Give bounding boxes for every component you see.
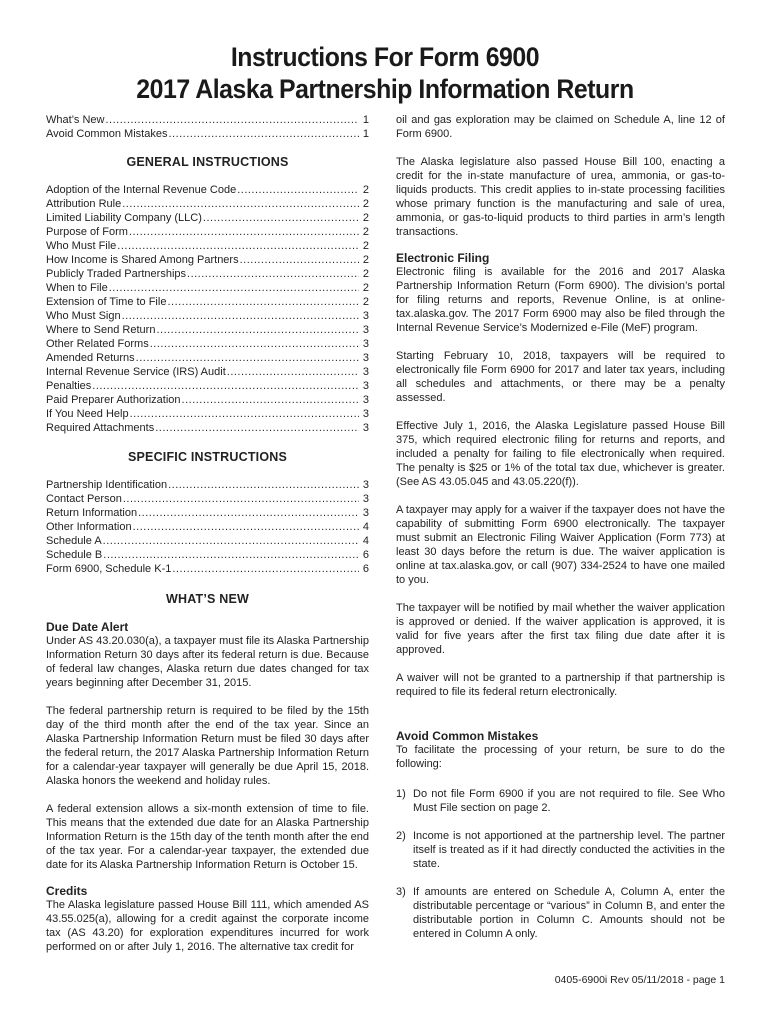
- toc-intro: [46, 113, 369, 141]
- toc-general: [46, 183, 369, 435]
- toc-entry[interactable]: [46, 534, 369, 548]
- toc-entry-page: 3: [362, 366, 369, 378]
- toc-entry-label: Required Attachments: [46, 422, 155, 434]
- toc-entry-label: Paid Preparer Authorization: [46, 394, 181, 406]
- toc-entry-page: 2: [362, 254, 369, 266]
- toc-entry[interactable]: [46, 506, 369, 520]
- toc-entry[interactable]: [46, 351, 369, 365]
- toc-entry-label: Form 6900, Schedule K-1: [46, 563, 172, 575]
- electronic-filing-paragraph-5: The taxpayer will be notified by mail whether the waiver application is approved or denied. If the waiver application is approved, it is valid for five years after the first tax filing due date after it is approved.: [396, 602, 725, 656]
- toc-dot-leader: [155, 421, 359, 435]
- toc-entry-page: 1: [362, 114, 369, 126]
- due-date-alert-paragraph-3: A federal extension allows a six-month extension of time to file. This means that the extended due date for an Alaska Partnership Information Return is the 15th day of the tenth month after the end of the tax year. For a calendar-year taxpayer, the extended due date for its Alaska Partnership Information Return is October 15.: [46, 803, 369, 871]
- toc-dot-leader: [182, 393, 359, 407]
- toc-entry-label: Penalties: [46, 380, 92, 392]
- toc-dot-leader: [168, 127, 358, 141]
- toc-entry-page: 3: [362, 380, 369, 392]
- toc-entry-label: Contact Person: [46, 493, 122, 505]
- toc-entry-page: 6: [362, 563, 369, 575]
- toc-dot-leader: [123, 492, 359, 506]
- toc-entry[interactable]: [46, 197, 369, 211]
- toc-dot-leader: [103, 534, 359, 548]
- electronic-filing-paragraph-4: A taxpayer may apply for a waiver if the taxpayer does not have the capability of submitting Form 6900 electronically. The taxpayer must submit an Electronic Filing Waiver Application (Form 773) at least 30 days before the return is due. The waiver application is online at tax.alaska.gov, or call (907) 334-2524 to have one mailed to you.: [396, 504, 725, 586]
- toc-dot-leader: [129, 225, 359, 239]
- due-date-alert-heading: Due Date Alert: [46, 620, 129, 634]
- right-column: [396, 113, 725, 941]
- toc-dot-leader: [203, 211, 359, 225]
- toc-entry-label: When to File: [46, 282, 108, 294]
- toc-entry-label: If You Need Help: [46, 408, 129, 420]
- due-date-alert-paragraph-2: The federal partnership return is required to be filed by the 15th day of the third month after the end of the tax year. Since an Alaska Partnership Information Return must be filed 30 days after the federal return, the 2017 Alaska Partnership Information Return for a calendar-year taxpayer will generally be due April 15, 2018. Alaska honors the weekend and holiday rules.: [46, 705, 369, 787]
- toc-dot-leader: [237, 183, 359, 197]
- list-item: [396, 885, 725, 941]
- toc-entry-label: Who Must Sign: [46, 310, 121, 322]
- toc-dot-leader: [167, 295, 358, 309]
- toc-entry[interactable]: [46, 520, 369, 534]
- toc-entry[interactable]: [46, 239, 369, 253]
- toc-dot-leader: [156, 323, 358, 337]
- toc-entry-label: Return Information: [46, 507, 138, 519]
- toc-entry-label: What’s New: [46, 114, 105, 126]
- toc-entry[interactable]: [46, 365, 369, 379]
- avoid-common-mistakes-intro: To facilitate the processing of your return, be sure to do the following:: [396, 744, 725, 770]
- toc-entry-label: Partnership Identification: [46, 479, 168, 491]
- toc-entry-page: 1: [362, 128, 369, 140]
- list-item: [396, 829, 725, 871]
- credits-paragraph-1: The Alaska legislature passed House Bill 111, which amended AS 43.55.025(a), allowing for a credit against the corporate income tax (AS 43.20) for exploration expenditures incurred for work performed on or after July 1, 2016. The alternative tax credit for: [46, 899, 369, 953]
- list-item-text: Do not file Form 6900 if you are not required to file. See Who Must File section on page 2.: [413, 788, 725, 814]
- electronic-filing-paragraph-6: A waiver will not be granted to a partnership if that partnership is required to file its federal return electronically.: [396, 672, 725, 698]
- toc-entry[interactable]: [46, 211, 369, 225]
- toc-entry-page: 2: [362, 198, 369, 210]
- toc-entry-label: Attribution Rule: [46, 198, 122, 210]
- toc-entry-page: 6: [362, 549, 369, 561]
- toc-entry[interactable]: [46, 113, 369, 127]
- toc-entry-label: Schedule A: [46, 535, 102, 547]
- electronic-filing-paragraph-2: Starting February 10, 2018, taxpayers will be required to electronically file Form 6900 for 2017 and later tax years, including all schedules and attachments, or there may be a penalty assessed.: [396, 350, 725, 404]
- toc-entry[interactable]: [46, 562, 369, 576]
- toc-entry[interactable]: [46, 393, 369, 407]
- toc-dot-leader: [136, 351, 359, 365]
- toc-entry[interactable]: [46, 281, 369, 295]
- toc-entry-label: Internal Revenue Service (IRS) Audit: [46, 366, 226, 378]
- toc-entry-page: 3: [362, 493, 369, 505]
- toc-entry-page: 4: [362, 521, 369, 533]
- toc-entry-page: 3: [362, 352, 369, 364]
- page-footer: 0405-6900i Rev 05/11/2018 - page 1: [554, 974, 725, 986]
- toc-entry-label: Schedule B: [46, 549, 103, 561]
- toc-entry[interactable]: [46, 407, 369, 421]
- toc-entry[interactable]: [46, 309, 369, 323]
- toc-entry[interactable]: [46, 379, 369, 393]
- toc-specific: [46, 478, 369, 576]
- toc-entry[interactable]: [46, 183, 369, 197]
- general-instructions-heading: GENERAL INSTRUCTIONS: [126, 155, 289, 169]
- toc-entry-page: 2: [362, 282, 369, 294]
- electronic-filing-paragraph-3: Effective July 1, 2016, the Alaska Legislature passed House Bill 375, which required electronic filing for returns and reports, and included a penalty for failing to file electronically when required. The penalty is $25 or 1% of the total tax due, whichever is greater. (See AS 43.05.045 and 43.05.220(f)).: [396, 420, 725, 488]
- toc-entry-page: 2: [362, 268, 369, 280]
- toc-dot-leader: [227, 365, 359, 379]
- toc-dot-leader: [117, 239, 359, 253]
- avoid-common-mistakes-heading: Avoid Common Mistakes: [396, 729, 539, 743]
- avoid-common-mistakes-list: [396, 787, 725, 941]
- toc-entry[interactable]: [46, 127, 369, 141]
- list-item-number: 3): [396, 886, 406, 898]
- list-item-text: If amounts are entered on Schedule A, Column A, enter the distributable percentage or “various” in Column B, and enter the distributable portion in Column C. Amounts should not be entered in Column A only.: [413, 886, 725, 940]
- toc-entry-label: Amended Returns: [46, 352, 135, 364]
- toc-entry-label: Who Must File: [46, 240, 117, 252]
- toc-entry-page: 2: [362, 184, 369, 196]
- toc-entry[interactable]: [46, 492, 369, 506]
- toc-entry-label: Publicly Traded Partnerships: [46, 268, 187, 280]
- toc-entry-page: 3: [362, 507, 369, 519]
- toc-entry-page: 2: [362, 296, 369, 308]
- toc-entry-page: 3: [362, 422, 369, 434]
- toc-entry-page: 2: [362, 240, 369, 252]
- toc-entry[interactable]: [46, 267, 369, 281]
- house-bill-100-paragraph: The Alaska legislature also passed House Bill 100, enacting a credit for the in-state manufacture of urea, ammonia, or gas-to-liquids products. This credit applies to in-state processing facilities whose primary function is the manufacturing and sale of urea, ammonia, or gas-to-liquid products to third parties in arm’s length transactions.: [396, 156, 725, 238]
- toc-dot-leader: [150, 337, 359, 351]
- toc-entry[interactable]: [46, 478, 369, 492]
- electronic-filing-heading: Electronic Filing: [396, 251, 490, 265]
- toc-entry-page: 2: [362, 212, 369, 224]
- due-date-alert-paragraph-1: Under AS 43.20.030(a), a taxpayer must file its Alaska Partnership Information Return 30 days after its federal return is due. Because of federal law changes, Alaska return due dates changed for tax years beginning after December 31, 2015.: [46, 635, 369, 689]
- toc-entry-label: Other Related Forms: [46, 338, 149, 350]
- toc-entry-page: 4: [362, 535, 369, 547]
- list-item-number: 2): [396, 830, 406, 842]
- toc-entry-page: 3: [362, 408, 369, 420]
- toc-dot-leader: [109, 281, 359, 295]
- toc-dot-leader: [103, 548, 359, 562]
- toc-entry-label: Limited Liability Company (LLC): [46, 212, 202, 224]
- left-column: [46, 113, 369, 954]
- toc-entry[interactable]: [46, 253, 369, 267]
- toc-entry-label: Where to Send Return: [46, 324, 156, 336]
- toc-entry[interactable]: [46, 225, 369, 239]
- specific-instructions-heading: SPECIFIC INSTRUCTIONS: [127, 450, 288, 464]
- toc-entry-label: How Income is Shared Among Partners: [46, 254, 239, 266]
- list-item: [396, 787, 725, 815]
- toc-entry-page: 3: [362, 394, 369, 406]
- toc-entry-page: 3: [362, 479, 369, 491]
- toc-dot-leader: [130, 407, 359, 421]
- toc-entry[interactable]: [46, 323, 369, 337]
- toc-entry-page: 3: [362, 310, 369, 322]
- toc-entry[interactable]: [46, 295, 369, 309]
- toc-dot-leader: [105, 113, 358, 127]
- toc-dot-leader: [240, 253, 359, 267]
- toc-entry-label: Adoption of the Internal Revenue Code: [46, 184, 237, 196]
- page-title-line1: Instructions For Form 6900: [230, 42, 540, 72]
- toc-dot-leader: [122, 309, 359, 323]
- toc-entry-label: Purpose of Form: [46, 226, 128, 238]
- toc-entry-label: Other Information: [46, 521, 132, 533]
- toc-entry-label: Avoid Common Mistakes: [46, 128, 168, 140]
- toc-entry-page: 3: [362, 324, 369, 336]
- toc-dot-leader: [168, 478, 359, 492]
- toc-entry[interactable]: [46, 548, 369, 562]
- toc-dot-leader: [138, 506, 359, 520]
- electronic-filing-paragraph-1: Electronic filing is available for the 2016 and 2017 Alaska Partnership Information Return (Form 6900). The division’s portal for filing returns and reports, Revenue Online, is at online-tax.alaska.gov. The 2017 Form 6900 may also be filed through the Internal Revenue Service’s Modernized e-File (MeF) program.: [396, 266, 725, 334]
- credits-continued: oil and gas exploration may be claimed on Schedule A, line 12 of Form 6900.: [396, 114, 725, 140]
- toc-entry[interactable]: [46, 421, 369, 435]
- toc-dot-leader: [172, 562, 359, 576]
- toc-dot-leader: [187, 267, 359, 281]
- toc-dot-leader: [122, 197, 359, 211]
- credits-heading: Credits: [46, 884, 88, 898]
- toc-entry-label: Extension of Time to File: [46, 296, 167, 308]
- toc-entry-page: 3: [362, 338, 369, 350]
- whats-new-heading: WHAT’S NEW: [165, 592, 249, 606]
- list-item-number: 1): [396, 788, 406, 800]
- toc-dot-leader: [133, 520, 359, 534]
- toc-entry[interactable]: [46, 337, 369, 351]
- toc-entry-page: 2: [362, 226, 369, 238]
- toc-dot-leader: [92, 379, 359, 393]
- list-item-text: Income is not apportioned at the partnership level. The partner itself is treated as if it had directly conducted the activities in the state.: [413, 830, 725, 870]
- page-title-line2: 2017 Alaska Partnership Information Return: [136, 74, 634, 104]
